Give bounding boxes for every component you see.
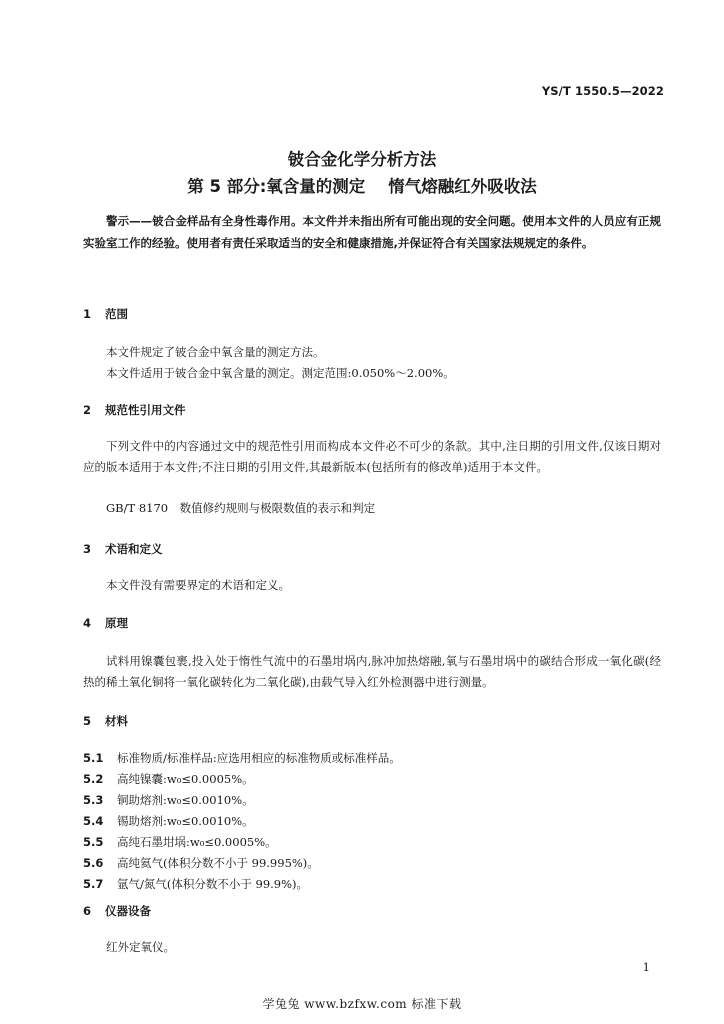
download-footer: 学兔兔 www.bzfxw.com 标准下载 — [262, 997, 462, 1011]
item-text: 氩气/氮气(体积分数不小于 99.9%)。 — [117, 877, 309, 891]
item-number: 5.1 — [83, 751, 104, 765]
item-text: 高纯镍囊:w₀≤0.0005%。 — [117, 772, 254, 786]
section-2-body — [83, 436, 661, 478]
standard-number: YS/T 1550.5—2022 — [541, 84, 664, 98]
section-1-body — [83, 342, 661, 384]
section-title: 范围 — [105, 307, 128, 321]
section-number: 2 — [83, 403, 92, 417]
paragraph: 本文件没有需要界定的术语和定义。 — [106, 578, 290, 592]
section-number: 6 — [83, 904, 92, 918]
section-5-heading — [83, 713, 128, 729]
item-number: 5.5 — [83, 835, 104, 849]
item-number: 5.7 — [83, 877, 104, 891]
section-number: 3 — [83, 542, 92, 556]
section-title: 规范性引用文件 — [105, 403, 186, 417]
paragraph: 试料用镍囊包裹,投入处于惰性气流中的石墨坩埚内,脉冲加热熔融,氧与石墨坩埚中的碳结合形成一氧化碳(经热的稀土氧化铜将一氧化碳转化为二氧化碳),由载气导入红外检测器中进行测量。 — [83, 654, 661, 689]
section-2-heading — [83, 402, 186, 418]
section-4-heading — [83, 615, 128, 631]
item-number: 5.2 — [83, 772, 104, 786]
list-item — [83, 750, 401, 766]
title-line-2: 第 5 部分:氧含量的测定 惰气熔融红外吸收法 — [187, 177, 537, 196]
list-item — [83, 792, 254, 808]
list-item — [83, 876, 308, 892]
list-item — [83, 813, 254, 829]
paragraph: 红外定氧仪。 — [106, 940, 175, 954]
item-text: 铜助熔剂:w₀≤0.0010%。 — [117, 793, 254, 807]
warning-paragraph: 警示——铍合金样品有全身性毒作用。本文件并未指出所有可能出现的安全问题。使用本文件的人员应有正规实验室工作的经验。使用者有责任采取适当的安全和健康措施,并保证符合有关国家法规规定的条件。 — [83, 214, 661, 250]
section-title: 术语和定义 — [105, 542, 163, 556]
section-4-body — [83, 651, 661, 693]
title-line-1: 铍合金化学分析方法 — [287, 150, 437, 169]
section-number: 5 — [83, 714, 92, 728]
item-text: 高纯氦气(体积分数不小于 99.995%)。 — [117, 856, 319, 870]
page-number: 1 — [642, 960, 650, 974]
section-6-heading — [83, 903, 151, 919]
section-title: 原理 — [105, 616, 128, 630]
list-item — [83, 855, 319, 871]
list-item — [83, 771, 254, 787]
item-number: 5.4 — [83, 814, 104, 828]
section-6-body — [83, 937, 661, 958]
section-3-heading — [83, 541, 163, 557]
item-text: 高纯石墨坩埚:w₀≤0.0005%。 — [117, 835, 277, 849]
section-1-heading — [83, 306, 128, 322]
section-3-body — [83, 575, 661, 596]
normative-reference: GB/T 8170 数值修约规则与极限数值的表示和判定 — [106, 501, 376, 515]
section-number: 4 — [83, 616, 92, 630]
list-item — [83, 834, 277, 850]
paragraph: 本文件适用于铍合金中氧含量的测定。测定范围:0.050%～2.00%。 — [106, 366, 455, 380]
section-title: 材料 — [105, 714, 128, 728]
item-number: 5.3 — [83, 793, 104, 807]
section-title: 仪器设备 — [105, 904, 151, 918]
item-text: 标准物质/标准样品:应选用相应的标准物质或标准样品。 — [117, 751, 401, 765]
item-number: 5.6 — [83, 856, 104, 870]
paragraph: 本文件规定了铍合金中氧含量的测定方法。 — [106, 345, 325, 359]
paragraph: 下列文件中的内容通过文中的规范性引用而构成本文件必不可少的条款。其中,注日期的引用文件,仅该日期对应的版本适用于本文件;不注日期的引用文件,其最新版本(包括所有的修改单)适用于本文件。 — [83, 439, 661, 474]
item-text: 锡助熔剂:w₀≤0.0010%。 — [117, 814, 254, 828]
section-number: 1 — [83, 307, 92, 321]
